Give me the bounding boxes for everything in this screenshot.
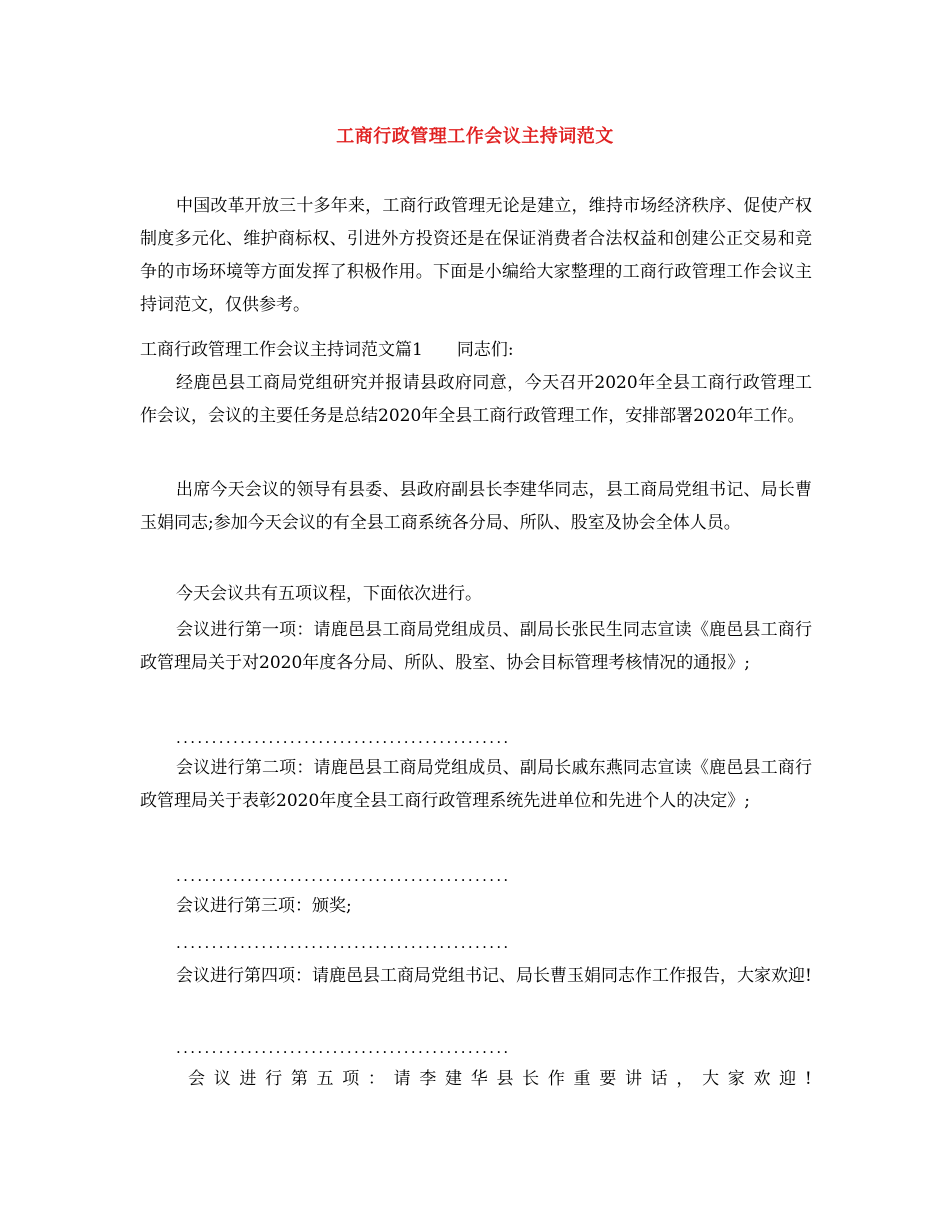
dot-leader: ...............................................: [176, 867, 511, 885]
paragraph-agenda-item-4: 会议进行第四项：请鹿邑县工商局党组书记、局长曹玉娟同志作工作报告，大家欢迎!: [176, 966, 812, 986]
paragraph-agenda-item-3: 会议进行第三项：颁奖;: [176, 896, 352, 916]
document-title: 工商行政管理工作会议主持词范文: [336, 126, 614, 147]
salutation: 同志们:: [456, 340, 514, 360]
paragraph-agenda-item-1: 会议进行第一项：请鹿邑县工商局党组成员、副局长张民生同志宣读《鹿邑县工商行政管理局关于对2020年度各分局、所队、股室、协会目标管理考核情况的通报》;: [140, 620, 812, 673]
paragraph-agenda-item-5: 会 议 进 行 第 五 项 ： 请 李 建 华 县 长 作 重 要 讲 话 ， 大 家 欢 迎 !: [188, 1069, 812, 1089]
paragraph-agenda-item-2: 会议进行第二项：请鹿邑县工商局党组成员、副局长戚东燕同志宣读《鹿邑县工商行政管理局关于表彰2020年度全县工商行政管理系统先进单位和先进个人的决定》;: [140, 758, 812, 811]
section-heading-line: [140, 334, 812, 367]
paragraph-attendees: 出席今天会议的领导有县委、县政府副县长李建华同志，县工商局党组书记、局长曹玉娟同志;参加今天会议的有全县工商系统各分局、所队、股室及协会全体人员。: [140, 480, 812, 533]
dot-leader: ...............................................: [176, 1039, 511, 1057]
paragraph-opening: 经鹿邑县工商局党组研究并报请县政府同意，今天召开2020年全县工商行政管理工作会议，会议的主要任务是总结2020年全县工商行政管理工作，安排部署2020年工作。: [140, 373, 812, 426]
intro-paragraph: 中国改革开放三十多年来，工商行政管理无论是建立，维持市场经济秩序、促使产权制度多元化、维护商标权、引进外方投资还是在保证消费者合法权益和创建公正交易和竞争的市场环境等方面发挥了积极作用。下面是小编给大家整理的工商行政管理工作会议主持词范文，仅供参考。: [140, 196, 812, 315]
paragraph-agenda-overview: 今天会议共有五项议程，下面依次进行。: [176, 584, 482, 604]
dot-leader: ...............................................: [176, 934, 511, 952]
section-heading: 工商行政管理工作会议主持词范文篇1: [140, 340, 423, 360]
dot-leader: ...............................................: [176, 729, 511, 747]
